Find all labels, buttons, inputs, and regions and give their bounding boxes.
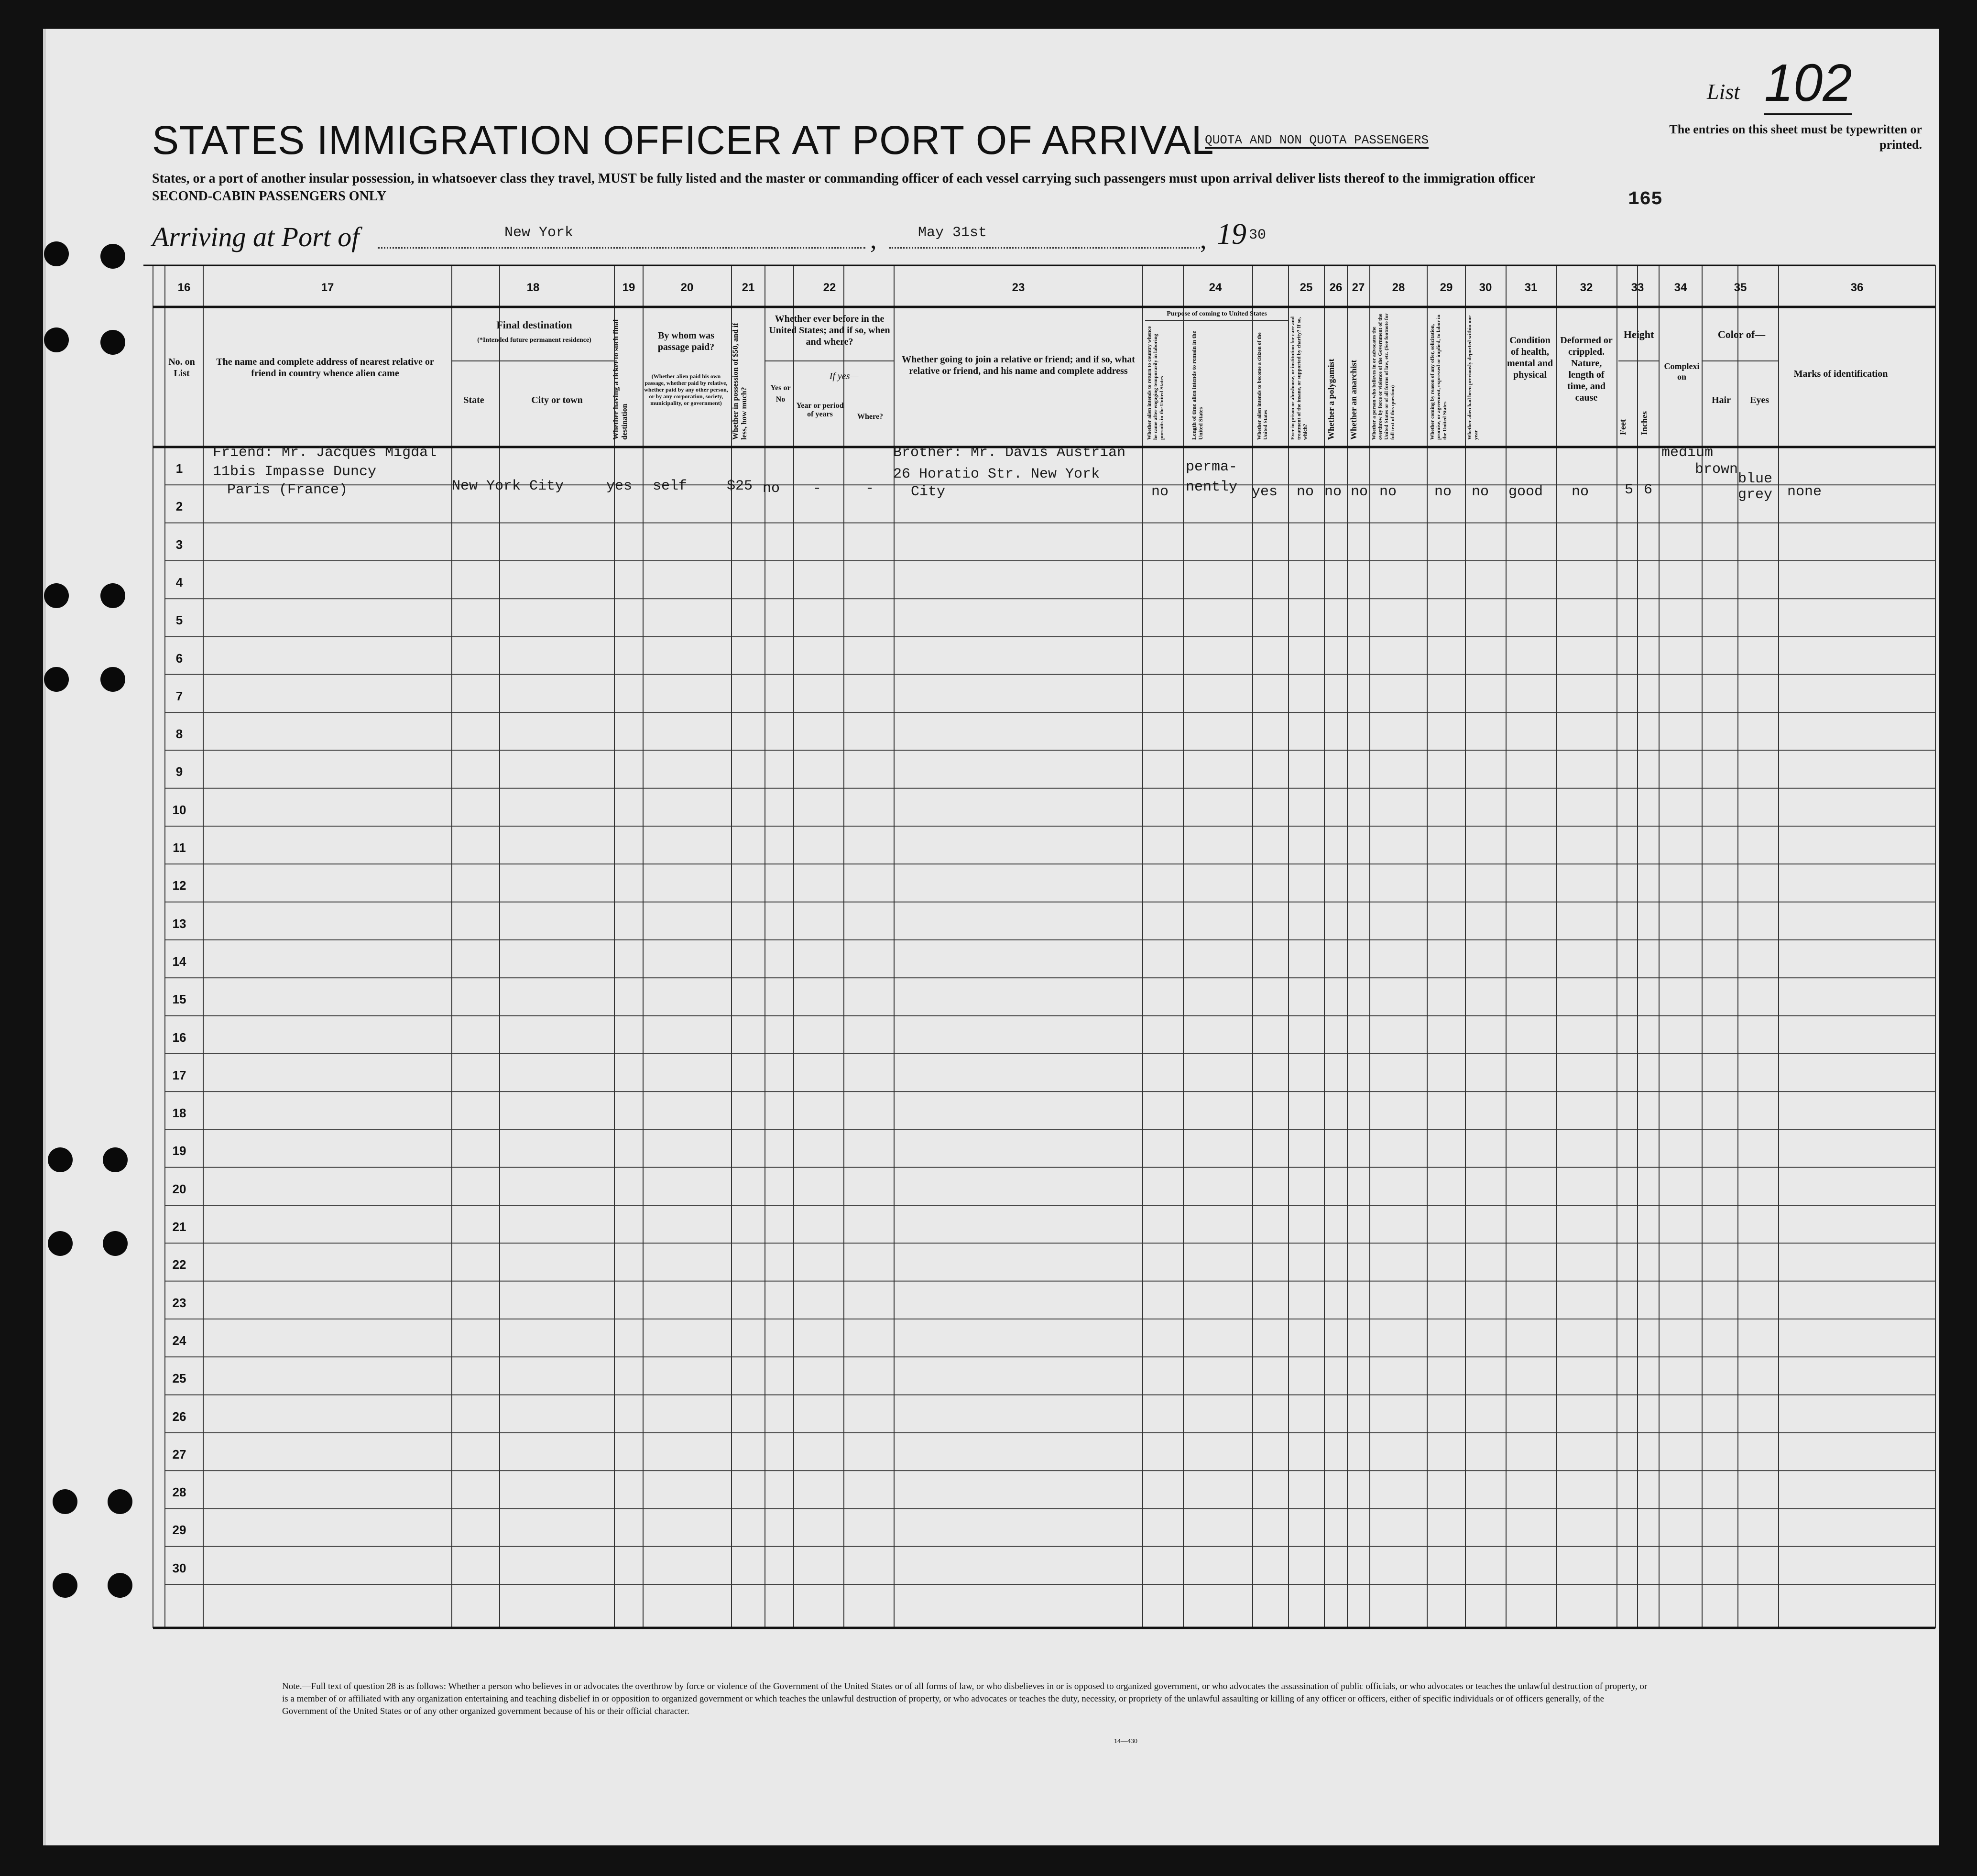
arriving-label: Arriving at Port of <box>152 221 360 252</box>
row-number: 29 <box>172 1523 186 1538</box>
column-number: 26 <box>1329 281 1343 294</box>
entry-anarchist: no <box>1351 484 1368 500</box>
header-purpose: Purpose of coming to United States <box>1167 310 1267 317</box>
header-anarchist: Whether an anarchist <box>1349 360 1358 440</box>
entry-citizen: yes <box>1252 484 1278 500</box>
entry-health: good <box>1508 484 1543 500</box>
row-number: 5 <box>175 613 183 628</box>
entry-return-country: no <box>1151 484 1169 500</box>
footnote: Note.—Full text of question 28 is as follows: Whether a person who believes in or advocates the overthrow by force or violence of the Government of the United States or of all forms of law, or who disbelieves in or is opposed to organized government, or who advocates the assassination of public officials, or who advocates or teaches the unlawful destruction of property, or is a member of or affiliated with any organization entertaining and teaching disbelief in or opposition to organized government or which teaches the unlawful destruction of property, or who advocates or teaches the duty, necessity, or propriety of the unlawful assaulting or killing of any officer or officers, either of specific individuals or of officers generally, of the Government of the United States or of any other organized government because of his or their official character. <box>282 1681 1648 1716</box>
header-health: Condition of health, mental and physical <box>1507 335 1553 380</box>
column-number: 35 <box>1734 281 1747 294</box>
column-number: 28 <box>1392 281 1405 294</box>
year-prefix: 19 <box>1217 218 1246 251</box>
row-number: 24 <box>172 1333 186 1348</box>
header-final-destination-note: (*Intended future permanent residence) <box>477 337 591 344</box>
entry-complexion: medium <box>1661 445 1714 461</box>
port-value: New York <box>504 225 574 241</box>
header-ticket: Whether having a ticket to such final destination <box>612 319 629 440</box>
entry-q30: no <box>1472 484 1489 500</box>
entry-relative-line2: 11bis Impasse Duncy <box>213 464 377 480</box>
row-number: 30 <box>172 1560 186 1575</box>
row-number: 27 <box>172 1447 186 1462</box>
entry-eyes-line1: blue <box>1738 471 1773 487</box>
header-no-on-list: No. on List <box>168 357 195 379</box>
column-number: 36 <box>1850 281 1864 294</box>
header-hair: Hair <box>1712 395 1731 405</box>
entry-year-period: - <box>813 480 822 497</box>
row-number: 14 <box>172 954 186 969</box>
column-number: 20 <box>680 281 694 294</box>
row-number: 28 <box>172 1485 186 1500</box>
column-number: 17 <box>321 281 334 294</box>
typewritten-instruction: The entries on this sheet must be typewritten or printed. <box>1669 122 1922 152</box>
date-value: May 31st <box>918 225 987 241</box>
entry-hair: brown <box>1695 461 1738 478</box>
row-number: 16 <box>172 1030 186 1045</box>
row-number: 19 <box>172 1144 186 1158</box>
header-if-yes: If yes— <box>829 371 859 382</box>
entry-passage: self <box>653 478 688 494</box>
header-money: Whether in possession of $50, and if less, how much? <box>732 323 748 440</box>
column-number: 22 <box>823 281 836 294</box>
row-number: 21 <box>172 1220 186 1234</box>
column-number: 33 <box>1631 281 1644 294</box>
comma: , <box>870 225 877 254</box>
entry-inches: 6 <box>1644 482 1653 498</box>
row-number: 3 <box>175 537 183 552</box>
entry-ticket: yes <box>606 478 633 494</box>
column-number: 34 <box>1674 281 1687 294</box>
entry-prison: no <box>1297 484 1314 500</box>
column-number: 19 <box>622 281 635 294</box>
header-complexion: Complexion <box>1664 361 1700 382</box>
entry-money: $25 <box>727 478 753 494</box>
list-label: List <box>1707 79 1740 104</box>
quota-stamp: QUOTA AND NON QUOTA PASSENGERS <box>1205 133 1429 149</box>
row-number: 7 <box>175 688 183 703</box>
form-title: STATES IMMIGRATION OFFICER AT PORT OF ARRIVAL <box>152 118 1214 163</box>
header-joining: Whether going to join a relative or friend; and if so, what relative or friend, and his name and complete address <box>902 354 1135 376</box>
entry-polygamist: no <box>1324 484 1342 500</box>
entry-relative-line1: Friend: Mr. Jacques Migdal <box>213 445 437 461</box>
entry-joining-line2: 26 Horatio Str. New York <box>893 466 1100 482</box>
row-number: 2 <box>175 499 183 514</box>
row-number: 26 <box>172 1409 186 1424</box>
entry-before-us: no <box>763 480 780 497</box>
sheet-number: 165 <box>1628 189 1663 210</box>
row-number: 20 <box>172 1181 186 1196</box>
entry-relative-line3: Paris (France) <box>227 482 348 498</box>
header-passage-note: (Whether alien paid his own passage, whether paid by relative, whether paid by any other person, or by any corporation, society, municipality, or government) <box>644 373 728 406</box>
header-q28: Whether a person who believes in or advocates the overthrow by force or violence of the Government of the United States or of all forms of law, etc. (See footnote for full text of this question) <box>1371 313 1396 440</box>
header-before-us: Whether ever before in the United States; and if so, when and where? <box>769 314 890 347</box>
entry-feet: 5 <box>1625 482 1634 498</box>
entry-length-line1: perma- <box>1186 459 1238 475</box>
column-number: 29 <box>1440 281 1453 294</box>
header-color-of: Color of— <box>1717 328 1766 340</box>
header-length-stay: Length of time alien intends to remain in the United States <box>1191 331 1204 440</box>
row-number: 4 <box>175 575 183 589</box>
row-number: 18 <box>172 1106 186 1121</box>
row-number: 17 <box>172 1068 186 1082</box>
entry-where: - <box>865 480 874 497</box>
header-polygamist: Whether a polygamist <box>1326 359 1336 440</box>
header-eyes: Eyes <box>1750 395 1769 405</box>
header-yes-no: Yes or No <box>770 384 791 404</box>
row-number: 25 <box>172 1371 186 1386</box>
column-number: 30 <box>1479 281 1492 294</box>
column-number: 32 <box>1580 281 1593 294</box>
header-year-period: Year or period of years <box>796 402 844 418</box>
form-number: 14—430 <box>1114 1738 1137 1745</box>
row-number: 13 <box>172 916 186 931</box>
header-city: City or town <box>531 395 583 405</box>
row-number: 6 <box>175 651 183 665</box>
column-number: 27 <box>1352 281 1365 294</box>
preamble: States, or a port of another insular possession, in whatsoever class they travel, MUST be fully listed and the master or commanding officer of each vessel carrying such passengers must upon arrival deliver lists thereof to the immigration officer <box>152 171 1536 186</box>
entry-joining-line1: Brother: Mr. Davis Austrian <box>893 445 1126 461</box>
header-where: Where? <box>857 413 883 421</box>
entry-city: New York City <box>452 478 564 494</box>
row-number: 9 <box>175 764 183 779</box>
passenger-class: SECOND-CABIN PASSENGERS ONLY <box>152 189 387 204</box>
header-citizen: Whether alien intends to become a citizen of the United States <box>1256 332 1268 440</box>
comma: , <box>1200 225 1207 254</box>
row-number: 10 <box>172 802 186 817</box>
column-number: 24 <box>1209 281 1222 294</box>
header-q30: Whether alien had been previously deported within one year <box>1467 315 1479 440</box>
list-number: 102 <box>1764 53 1852 115</box>
row-number: 23 <box>172 1295 186 1310</box>
entry-marks: none <box>1787 484 1822 500</box>
year-suffix: 30 <box>1249 227 1267 243</box>
entry-q29: no <box>1434 484 1452 500</box>
header-height: Height <box>1623 328 1654 340</box>
header-nearest-relative: The name and complete address of nearest relative or friend in country whence alien came <box>216 357 434 379</box>
row-number: 12 <box>172 878 186 893</box>
header-inches: Inches <box>1639 411 1649 435</box>
header-final-destination: Final destination <box>496 319 572 331</box>
entry-joining-line3: City <box>911 484 946 500</box>
row-number: 22 <box>172 1257 186 1272</box>
column-number: 31 <box>1524 281 1538 294</box>
entry-deformed: no <box>1572 484 1589 500</box>
header-state: State <box>463 395 484 405</box>
row-number: 15 <box>172 992 186 1007</box>
header-prison: Ever in prison or almshouse, or institution for care and treatment of the insane, or supported by charity? If so, which? <box>1290 316 1308 440</box>
entry-eyes-line2: grey <box>1738 487 1773 503</box>
header-return-country: Whether alien intends to return to country whence he came after engaging temporarily in laboring pursuits in the United States <box>1147 326 1165 440</box>
entry-q28: no <box>1379 484 1397 500</box>
column-number: 25 <box>1300 281 1313 294</box>
entry-length-line2: nently <box>1186 479 1238 495</box>
column-number: 16 <box>177 281 191 294</box>
column-number: 18 <box>526 281 540 294</box>
header-passage: By whom was passage paid? <box>657 330 715 352</box>
header-marks: Marks of identification <box>1793 369 1888 379</box>
header-deformed: Deformed or crippled. Nature, length of time, and cause <box>1560 335 1613 403</box>
row-number: 8 <box>175 727 183 742</box>
row-number: 11 <box>173 840 186 855</box>
column-number: 23 <box>1012 281 1025 294</box>
header-feet: Feet <box>1618 419 1627 435</box>
row-number: 1 <box>175 461 183 476</box>
column-number: 21 <box>742 281 755 294</box>
header-q29: Whether coming by reason of any offer, solicitation, promise, or agreement, expressed or implied, to labor in the United States <box>1430 315 1448 440</box>
